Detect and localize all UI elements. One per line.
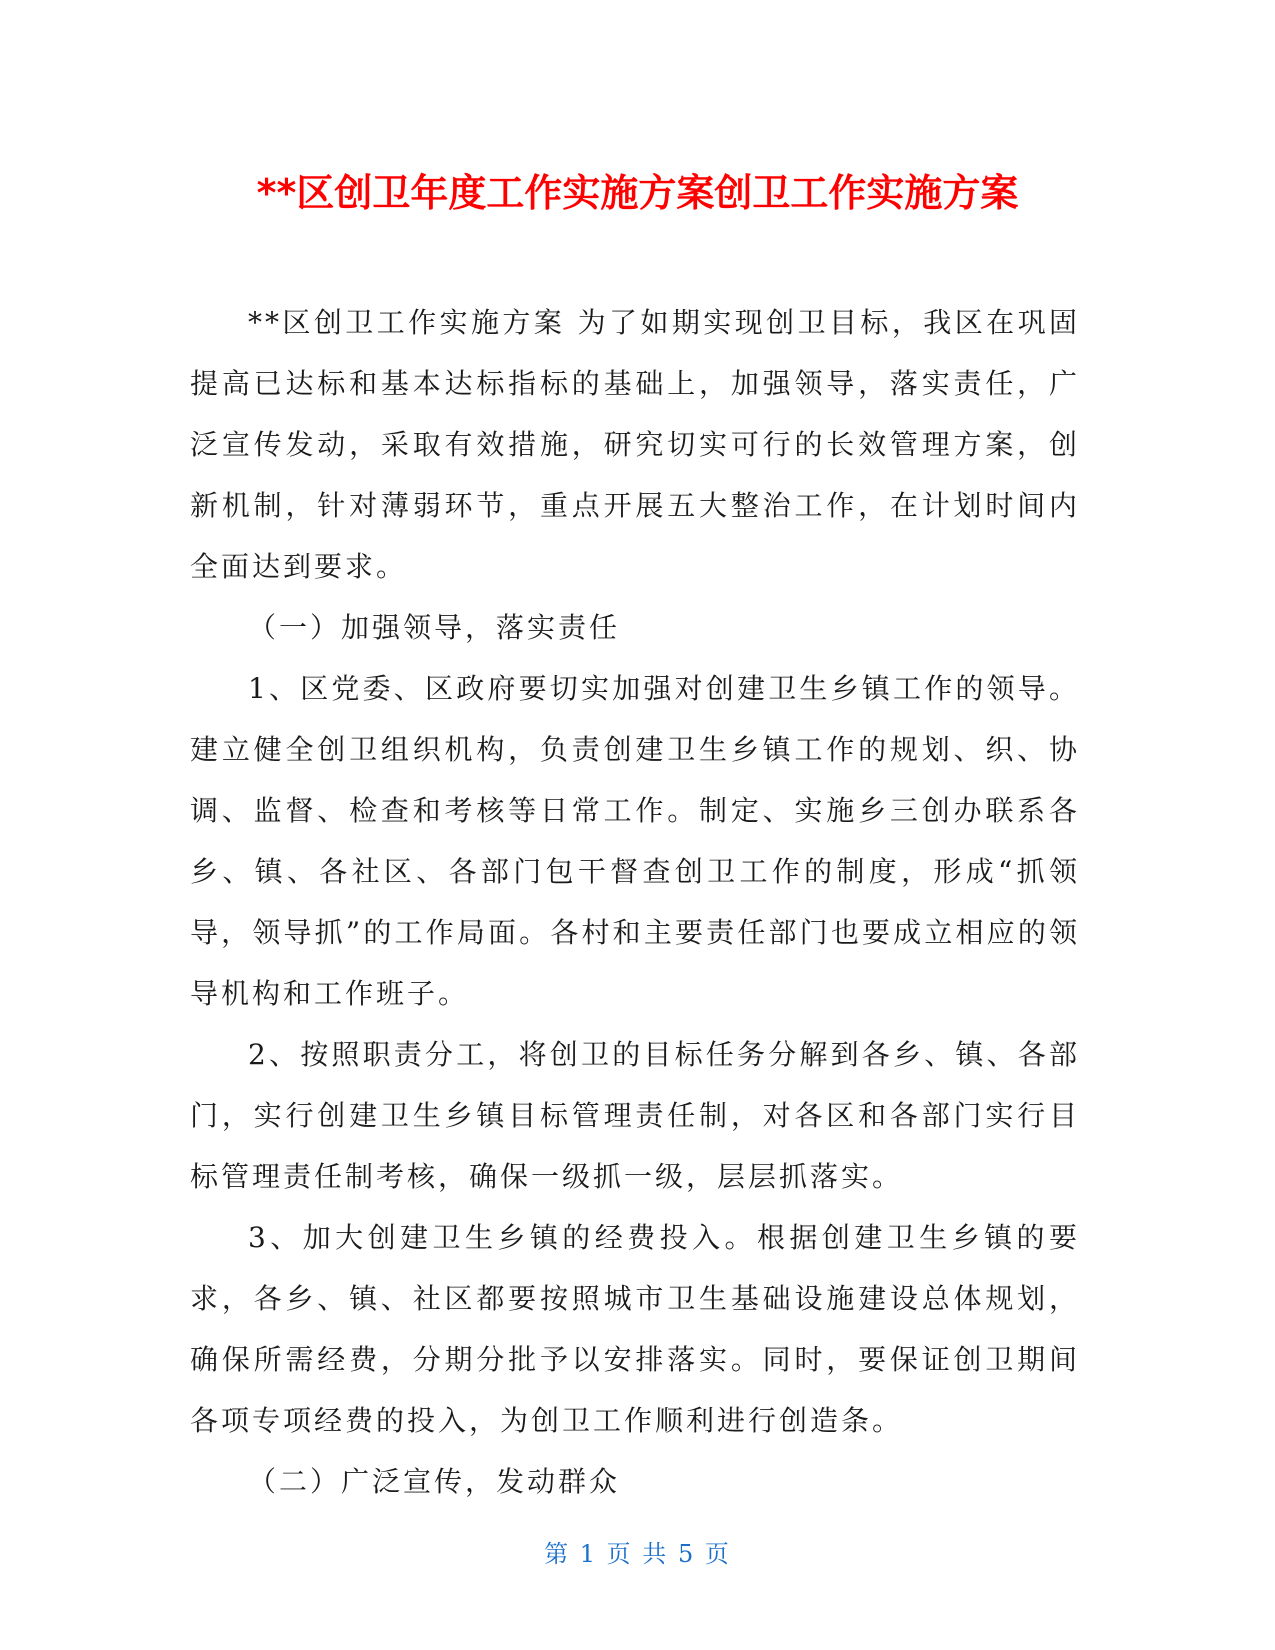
page-number-footer: 第 1 页 共 5 页 [544,1540,731,1568]
paragraph-item-3: 3、加大创建卫生乡镇的经费投入。根据创建卫生乡镇的要求，各乡、镇、社区都要按照城市卫生基础设施建设总体规划，确保所需经费，分期分批予以安排落实。同时，要保证创卫期间各项专项经费的投入，为创卫工作顺利进行创造条。 [190,1221,1080,1437]
section-heading-2: （二）广泛宣传，发动群众 [248,1465,621,1498]
section-heading-1: （一）加强领导，落实责任 [248,611,621,644]
paragraph-item-1: 1、区党委、区政府要切实加强对创建卫生乡镇工作的领导。建立健全创卫组织机构，负责创建卫生乡镇工作的规划、织、协调、监督、检查和考核等日常工作。制定、实施乡三创办联系各乡、镇、各社区、各部门包干督查创卫工作的制度，形成“抓领导，领导抓”的工作局面。各村和主要责任部门也要成立相应的领导机构和工作班子。 [190,672,1080,1010]
document-body [190,292,1080,1512]
document-title: **区创卫年度工作实施方案创卫工作实施方案 [256,171,1019,215]
paragraph-item-2: 2、按照职责分工，将创卫的目标任务分解到各乡、镇、各部门，实行创建卫生乡镇目标管理责任制，对各区和各部门实行目标管理责任制考核，确保一级抓一级，层层抓落实。 [190,1038,1080,1193]
paragraph-intro: **区创卫工作实施方案 为了如期实现创卫目标，我区在巩固提高已达标和基本达标指标的基础上，加强领导，落实责任，广泛宣传发动，采取有效措施，研究切实可行的长效管理方案，创新机制，针对薄弱环节，重点开展五大整治工作，在计划时间内全面达到要求。 [190,306,1080,583]
